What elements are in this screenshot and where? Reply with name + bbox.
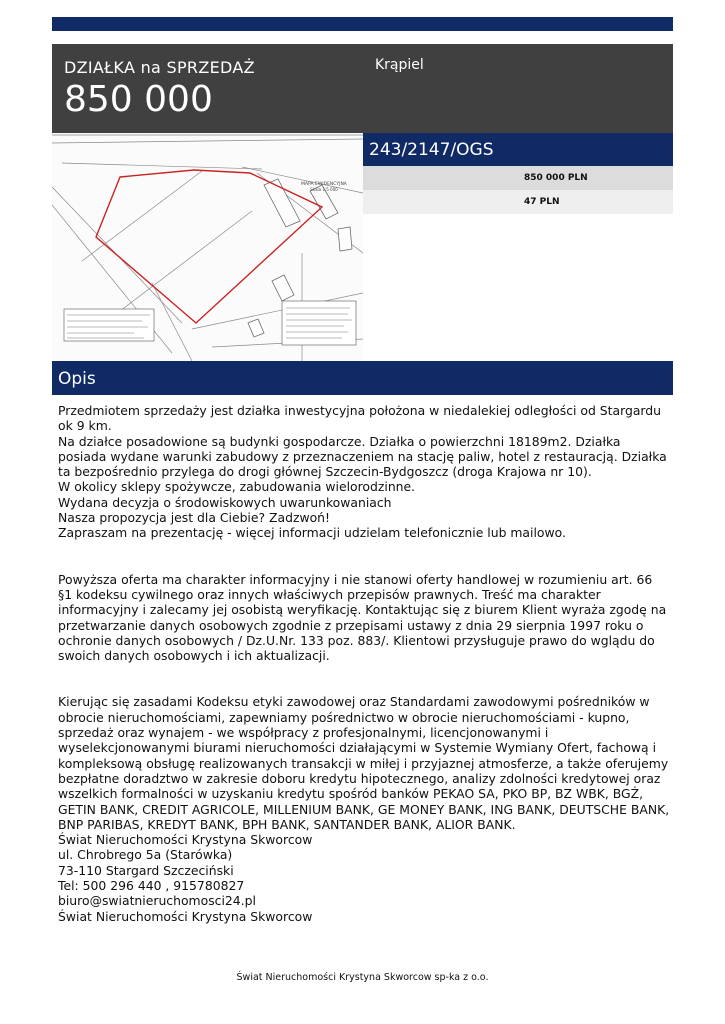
description-body	[58, 403, 670, 924]
offer-type: DZIAŁKA na SPRZEDAŻ	[64, 58, 255, 77]
cadastral-map	[52, 133, 363, 361]
agency-paragraph: Kierując się zasadami Kodeksu etyki zawodowej oraz Standardami zawodowymi pośredników w obrocie nieruchomościami, zapewniamy pośrednictwo w obrocie nieruchomościami - kupno, sprzedaż oraz wynajem - we współpracy z profesjonalnymi, licencjonowanymi i wyselekcjonowanymi biurami nieruchomości działającymi w Systemie Wymiany Ofert, fachową i kompleksową obsługę realizowanych transakcji w miłej i przyjaznej atmosferze, a także oferujemy bezpłatne doradztwo w zakresie doboru kredytu hipotecznego, analizy zdolności kredytowej oraz wszelkich formalności w uzyskaniu kredytu spośród banków PEKAO SA, PKO BP, BZ WBK, BGŻ, GETIN BANK, CREDIT AGRICOLE, MILLENIUM BANK, GE MONEY BANK, ING BANK, DEUTSCHE BANK, BNP PARIBAS, KREDYT BANK, BPH BANK, SANTANDER BANK, ALIOR BANK. Świat Nieruchomości Krystyna Skworcow ul. Chrobrego 5a (Starówka) 73-110 Stargard Szczeciński Tel: 500 296 440 , 915780827 biuro@swiatnieruchomosci24.pl Świat Nieruchomości Krystyna Skworcow	[58, 694, 670, 924]
offer-city: Krąpiel	[375, 57, 424, 73]
offer-reference-bar	[363, 133, 673, 166]
offer-price: 850 000	[64, 79, 213, 120]
page-footer: Świat Nieruchomości Krystyna Skworcow sp-ka z o.o.	[236, 972, 489, 983]
offer-header	[52, 44, 673, 133]
cadastral-map-drawing	[52, 133, 363, 361]
price-per-m2-row	[363, 190, 673, 214]
top-accent-bar	[52, 17, 673, 31]
map-title: MAPA EWIDENCYJNA	[301, 182, 347, 187]
price-row	[363, 166, 673, 190]
description-section-header	[52, 361, 673, 395]
description-paragraph: Przedmiotem sprzedaży jest działka inwestycyjna położona w niedalekiej odległości od Stargardu ok 9 km. Na działce posadowione są budynki gospodarcze. Działka o powierzchni 18189m2. Działka posiada wydane warunki zabudowy z przeznaczeniem na stację paliw, hotel z restauracją. Działka ta bezpośrednio przylega do drogi głównej Szczecin-Bydgoszcz (droga Krajowa nr 10). W okolicy sklepy spożywcze, zabudowania wielorodzinne. Wydana decyzja o środowiskowych uwarunkowaniach Nasza propozycja jest dla Ciebie? Zadzwoń! Zapraszam na prezentację - więcej informacji udzielam telefonicznie lub mailowo.	[58, 403, 667, 541]
offer-reference: 243/2147/OGS	[369, 140, 494, 160]
price-per-m2-value: 47 PLN	[524, 197, 560, 207]
section-title: Opis	[58, 369, 96, 389]
map-scale: Skala 1:5 000	[310, 187, 338, 192]
disclaimer-paragraph: Powyższa oferta ma charakter informacyjny i nie stanowi oferty handlowej w rozumieniu art. 66 §1 kodeksu cywilnego oraz innych właściwych przepisów prawnych. Treść ma charakter informacyjny i zalecamy jej osobistą weryfikację. Kontaktując się z biurem Klient wyraża zgodę na przetwarzanie danych osobowych zgodnie z przepisami ustawy z dnia 29 sierpnia 1997 roku o ochronie danych osobowych / Dz.U.Nr. 133 poz. 883/. Klientowi przysługuje prawo do wglądu do swoich danych osobowych i ich aktualizacji.	[58, 571, 667, 664]
price-value: 850 000 PLN	[524, 173, 588, 183]
